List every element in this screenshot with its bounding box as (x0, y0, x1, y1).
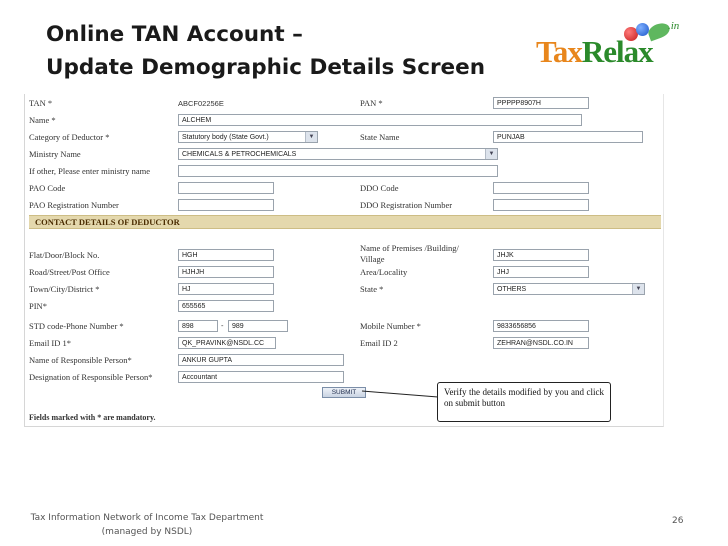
footer-line-1: Tax Information Network of Income Tax Department (30, 513, 264, 523)
slide-title-line-2: Update Demographic Details Screen (46, 55, 486, 80)
footer-credit (12, 511, 282, 539)
slide-title-line-1: Online TAN Account – (46, 22, 303, 47)
ministry-select[interactable]: CHEMICALS & PETROCHEMICALS ▼ (178, 148, 498, 160)
designation-input[interactable]: Accountant (178, 371, 344, 383)
ddo-code-input[interactable] (493, 182, 589, 194)
area-input[interactable]: JHJ (493, 266, 589, 278)
road-input[interactable]: HJHJH (178, 266, 274, 278)
taxrelax-logo (532, 18, 692, 76)
mandatory-note: Fields marked with * are mandatory. (29, 413, 156, 422)
category-select[interactable]: Statutory body (State Govt.) ▼ (178, 131, 318, 143)
logo-wordmark: TaxRelax (536, 34, 653, 69)
std-code-input[interactable]: 898 (178, 320, 218, 332)
town-label: Town/City/District * (29, 284, 100, 294)
area-label: Area/Locality (360, 267, 408, 277)
flat-input[interactable]: HGH (178, 249, 274, 261)
name-input[interactable]: ALCHEM (178, 114, 582, 126)
resp-person-label: Name of Responsible Person* (29, 355, 132, 365)
state-name-input[interactable]: PUNJAB (493, 131, 643, 143)
chevron-down-icon: ▼ (632, 284, 644, 294)
page-number: 26 (672, 516, 684, 526)
mobile-label: Mobile Number * (360, 321, 421, 331)
submit-button[interactable]: SUBMIT (322, 387, 366, 398)
std-phone-label: STD code-Phone Number * (29, 321, 124, 331)
pin-input[interactable]: 655565 (178, 300, 274, 312)
designation-label: Designation of Responsible Person* (29, 372, 153, 382)
phone-number-input[interactable]: 989 (228, 320, 288, 332)
category-label: Category of Deductor * (29, 132, 110, 142)
logo-domain: .in (668, 20, 680, 32)
ddo-reg-label: DDO Registration Number (360, 200, 453, 210)
flat-label: Flat/Door/Block No. (29, 250, 100, 260)
state-name-label: State Name (360, 132, 400, 142)
email2-input[interactable]: ZEHRAN@NSDL.CO.IN (493, 337, 589, 349)
tan-value: ABCF02256E (178, 99, 224, 108)
pao-reg-label: PAO Registration Number (29, 200, 119, 210)
contact-details-section-header: CONTACT DETAILS OF DEDUCTOR (29, 215, 661, 229)
pao-reg-input[interactable] (178, 199, 274, 211)
pao-code-input[interactable] (178, 182, 274, 194)
tan-label: TAN * (29, 98, 53, 108)
mobile-input[interactable]: 9833656856 (493, 320, 589, 332)
email2-label: Email ID 2 (360, 338, 398, 348)
state-select[interactable]: OTHERS ▼ (493, 283, 645, 295)
chevron-down-icon: ▼ (485, 149, 497, 159)
callout-connector (360, 385, 440, 401)
other-ministry-input[interactable] (178, 165, 498, 177)
premises-label-line-2: Village (360, 254, 385, 264)
pao-code-label: PAO Code (29, 183, 66, 193)
email1-label: Email ID 1* (29, 338, 72, 348)
town-input[interactable]: HJ (178, 283, 274, 295)
name-label: Name * (29, 115, 56, 125)
road-label: Road/Street/Post Office (29, 267, 110, 277)
verify-callout: Verify the details modified by you and click on submit button (437, 382, 611, 422)
footer-line-2: (managed by NSDL) (101, 527, 193, 537)
resp-person-input[interactable]: ANKUR GUPTA (178, 354, 344, 366)
state-label: State * (360, 284, 384, 294)
pin-label: PIN* (29, 301, 47, 311)
pan-label: PAN * (360, 98, 383, 108)
phone-dash: - (221, 321, 224, 330)
email1-input[interactable]: QK_PRAVINK@NSDL.CC (178, 337, 276, 349)
slide-title (46, 18, 485, 84)
premises-input[interactable]: JHJK (493, 249, 589, 261)
demographic-form (24, 94, 664, 427)
pan-input[interactable]: PPPPP8907H (493, 97, 589, 109)
ddo-code-label: DDO Code (360, 183, 399, 193)
ministry-label: Ministry Name (29, 149, 81, 159)
premises-label-line-1: Name of Premises /Building/ (360, 243, 459, 253)
ddo-reg-input[interactable] (493, 199, 589, 211)
chevron-down-icon: ▼ (305, 132, 317, 142)
other-ministry-label: If other, Please enter ministry name (29, 166, 150, 176)
